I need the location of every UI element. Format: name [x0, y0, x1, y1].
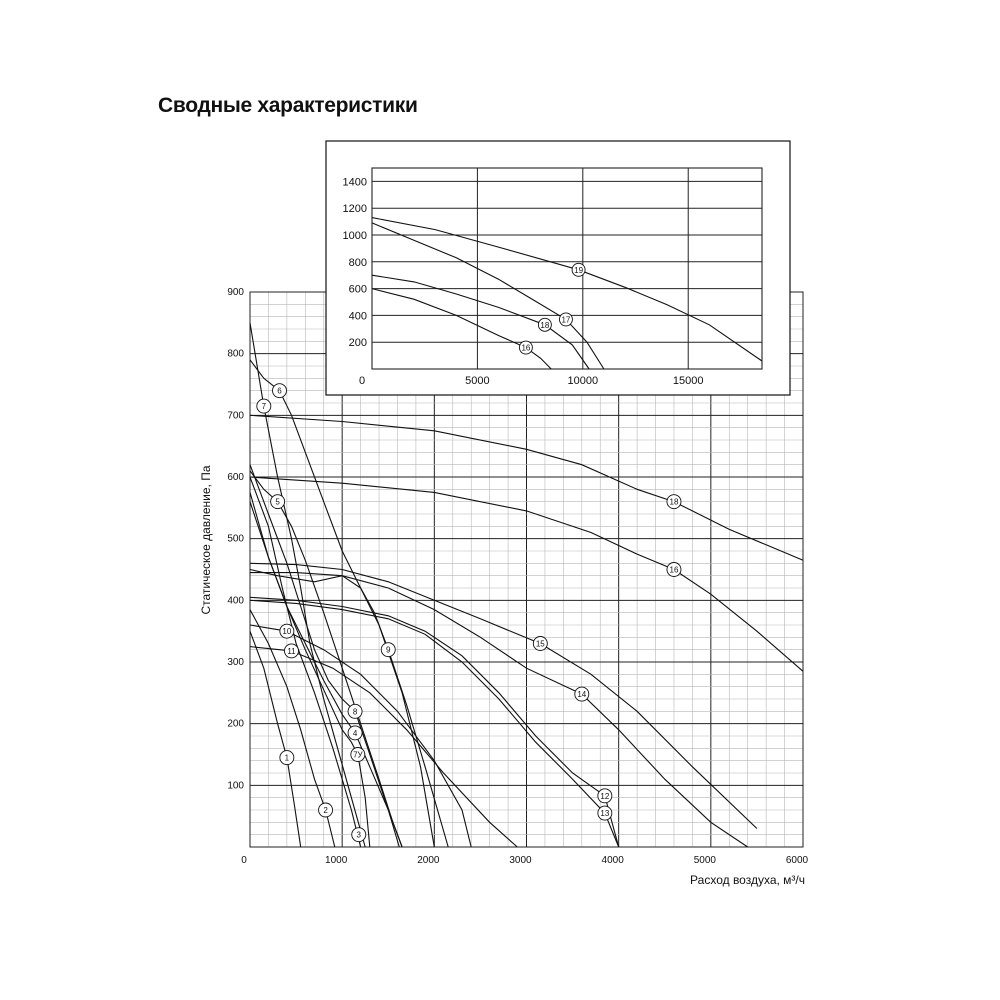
- series-label-6: 6: [277, 386, 282, 396]
- series-label-2: 2: [323, 806, 328, 815]
- inset-chart: [326, 141, 790, 395]
- series-label-18: 18: [669, 497, 679, 507]
- inset-x-tick-label: 0: [358, 375, 366, 387]
- series-label-11: 11: [287, 646, 296, 656]
- x-tick-label: 1000: [325, 855, 348, 866]
- x-axis-title: Расход воздуха, м³/ч: [690, 873, 805, 887]
- y-tick-label: 900: [227, 287, 244, 298]
- inset-x-tick-label: 5000: [465, 375, 490, 387]
- series-label-16: 16: [521, 343, 531, 353]
- y-tick-label: 400: [227, 595, 244, 607]
- y-tick-label: 700: [227, 410, 244, 422]
- series-label-15: 15: [535, 639, 545, 649]
- series-label-3: 3: [356, 830, 361, 840]
- series-label-1: 1: [284, 753, 290, 763]
- x-tick-label: 0: [241, 855, 247, 866]
- series-label-10: 10: [282, 627, 292, 637]
- series-label-7: 7: [261, 402, 267, 412]
- series-label-13: 13: [600, 809, 610, 819]
- series-label-12: 12: [600, 791, 610, 801]
- series-label-18: 18: [540, 320, 550, 330]
- inset-y-tick-label: 1400: [342, 176, 367, 189]
- y-tick-label: 300: [227, 657, 244, 668]
- inset-x-tick-label: 10000: [567, 375, 599, 387]
- inset-y-tick-label: 600: [348, 283, 367, 296]
- y-tick-label: 800: [227, 348, 244, 360]
- series-curve-1: [250, 631, 301, 847]
- y-tick-label: 500: [227, 533, 244, 545]
- series-label-7У: 7У: [353, 750, 363, 760]
- series-label-4: 4: [352, 728, 358, 738]
- inset-y-tick-label: 400: [348, 310, 367, 323]
- series-label-14: 14: [577, 690, 587, 700]
- series-label-19: 19: [574, 265, 584, 275]
- x-tick-label: 3000: [509, 855, 532, 866]
- x-tick-label: 5000: [693, 855, 716, 866]
- inset-x-tick-label: 15000: [672, 375, 704, 387]
- series-label-8: 8: [352, 707, 358, 717]
- page-title: Сводные характеристики: [158, 94, 418, 117]
- y-tick-label: 100: [227, 780, 244, 792]
- x-tick-label: 4000: [601, 855, 624, 866]
- inset-y-tick-label: 800: [348, 256, 367, 269]
- inset-frame: [326, 141, 790, 395]
- inset-y-tick-label: 1000: [342, 230, 367, 242]
- series-label-9: 9: [386, 645, 391, 655]
- inset-y-tick-label: 1200: [342, 203, 367, 216]
- y-tick-label: 600: [227, 472, 244, 483]
- series-label-5: 5: [275, 497, 280, 507]
- x-tick-label: 2000: [417, 855, 440, 866]
- y-tick-label: 200: [227, 718, 244, 730]
- y-axis-title: Статическое давление, Па: [199, 465, 213, 615]
- series-label-17: 17: [561, 315, 571, 325]
- x-tick-label: 6000: [785, 855, 809, 866]
- series-label-16: 16: [669, 565, 679, 575]
- inset-y-tick-label: 200: [348, 337, 367, 350]
